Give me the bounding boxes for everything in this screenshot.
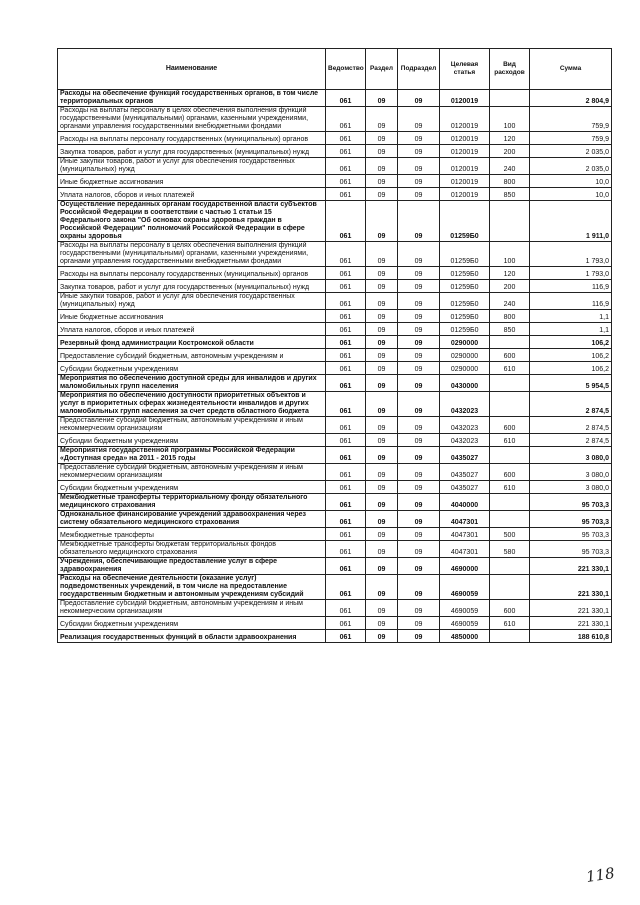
row-summa-cell: 106,2	[530, 349, 612, 362]
row-name-cell: Предоставление субсидий бюджетным, автономным учреждениям и иным некоммерческим организациям	[58, 464, 326, 481]
table-row	[58, 558, 612, 575]
row-podrazdel-cell: 09	[398, 617, 440, 630]
row-podrazdel-cell: 09	[398, 267, 440, 280]
row-vid-cell: 580	[490, 541, 530, 558]
table-row	[58, 362, 612, 375]
table-row	[58, 434, 612, 447]
row-name-cell: Расходы на выплаты персоналу в целях обеспечения выполнения функций государственными (муниципальными) органами, казенными учреждениями, органами управления государственными внебюджетными фондами	[58, 242, 326, 267]
table-row	[58, 375, 612, 392]
row-podrazdel-cell: 09	[398, 362, 440, 375]
row-vid-cell: 600	[490, 600, 530, 617]
table-row	[58, 600, 612, 617]
row-summa-cell: 106,2	[530, 362, 612, 375]
row-vid-cell	[490, 90, 530, 107]
row-podrazdel-cell: 09	[398, 175, 440, 188]
table-row	[58, 323, 612, 336]
row-celevaya-cell: 0120019	[440, 175, 490, 188]
row-vid-cell: 240	[490, 293, 530, 310]
row-vid-cell: 610	[490, 481, 530, 494]
row-summa-cell: 188 610,8	[530, 630, 612, 643]
row-name-cell: Иные бюджетные ассигнования	[58, 175, 326, 188]
row-razdel-cell: 09	[366, 362, 398, 375]
row-summa-cell: 221 330,1	[530, 600, 612, 617]
row-vedomstvo-cell: 061	[326, 558, 366, 575]
row-razdel-cell: 09	[366, 528, 398, 541]
row-name-cell: Мероприятия по обеспечению доступности приоритетных объектов и услуг в приоритетных сферах жизнедеятельности инвалидов и других маломобильных групп населения за счет средств областного бюджета	[58, 392, 326, 417]
row-razdel-cell: 09	[366, 188, 398, 201]
row-name-cell: Иные закупки товаров, работ и услуг для обеспечения государственных (муниципальных) нужд	[58, 293, 326, 310]
row-name-cell: Иные бюджетные ассигнования	[58, 310, 326, 323]
row-razdel-cell: 09	[366, 158, 398, 175]
row-vid-cell	[490, 336, 530, 349]
row-vedomstvo-cell: 061	[326, 158, 366, 175]
row-vedomstvo-cell: 061	[326, 188, 366, 201]
row-celevaya-cell: 4047301	[440, 511, 490, 528]
row-podrazdel-cell: 09	[398, 630, 440, 643]
row-celevaya-cell: 0432023	[440, 434, 490, 447]
row-name-cell: Субсидии бюджетным учреждениям	[58, 617, 326, 630]
row-celevaya-cell: 4690059	[440, 600, 490, 617]
row-vedomstvo-cell: 061	[326, 375, 366, 392]
row-podrazdel-cell: 09	[398, 528, 440, 541]
row-vedomstvo-cell: 061	[326, 575, 366, 600]
row-razdel-cell: 09	[366, 310, 398, 323]
row-razdel-cell: 09	[366, 267, 398, 280]
row-summa-cell: 1 911,0	[530, 201, 612, 242]
row-celevaya-cell: 4690059	[440, 575, 490, 600]
row-vedomstvo-cell: 061	[326, 630, 366, 643]
row-summa-cell: 3 080,0	[530, 481, 612, 494]
row-podrazdel-cell: 09	[398, 481, 440, 494]
row-razdel-cell: 09	[366, 90, 398, 107]
row-razdel-cell: 09	[366, 600, 398, 617]
row-celevaya-cell: 01259Б0	[440, 201, 490, 242]
row-celevaya-cell: 01259Б0	[440, 280, 490, 293]
row-summa-cell: 95 703,3	[530, 528, 612, 541]
row-celevaya-cell: 0435027	[440, 447, 490, 464]
row-vid-cell	[490, 575, 530, 600]
row-podrazdel-cell: 09	[398, 242, 440, 267]
row-vid-cell: 200	[490, 145, 530, 158]
row-name-cell: Резервный фонд администрации Костромской области	[58, 336, 326, 349]
row-podrazdel-cell: 09	[398, 336, 440, 349]
row-vedomstvo-cell: 061	[326, 132, 366, 145]
row-name-cell: Межбюджетные трансферты бюджетам территориальных фондов обязательного медицинского страхования	[58, 541, 326, 558]
table-row	[58, 349, 612, 362]
row-vedomstvo-cell: 061	[326, 494, 366, 511]
row-celevaya-cell: 0432023	[440, 417, 490, 434]
row-name-cell: Субсидии бюджетным учреждениям	[58, 434, 326, 447]
table-row	[58, 158, 612, 175]
row-vedomstvo-cell: 061	[326, 417, 366, 434]
row-name-cell: Расходы на обеспечение функций государственных органов, в том числе территориальных органов	[58, 90, 326, 107]
row-celevaya-cell: 4690059	[440, 617, 490, 630]
header-podrazdel: Подраздел	[398, 49, 440, 90]
row-summa-cell: 2 874,5	[530, 434, 612, 447]
table-body	[58, 90, 612, 643]
row-celevaya-cell: 0120019	[440, 90, 490, 107]
row-name-cell: Одноканальное финансирование учреждений здравоохранения через систему обязательного медицинского страхования	[58, 511, 326, 528]
row-vedomstvo-cell: 061	[326, 434, 366, 447]
row-razdel-cell: 09	[366, 494, 398, 511]
row-razdel-cell: 09	[366, 558, 398, 575]
row-celevaya-cell: 0430000	[440, 375, 490, 392]
row-vedomstvo-cell: 061	[326, 617, 366, 630]
row-razdel-cell: 09	[366, 107, 398, 132]
table-row	[58, 188, 612, 201]
budget-table	[57, 48, 612, 643]
row-summa-cell: 1,1	[530, 323, 612, 336]
row-podrazdel-cell: 09	[398, 280, 440, 293]
row-name-cell: Учреждения, обеспечивающие предоставление услуг в сфере здравоохранения	[58, 558, 326, 575]
table-row	[58, 541, 612, 558]
row-summa-cell: 2 035,0	[530, 158, 612, 175]
row-vid-cell	[490, 558, 530, 575]
row-celevaya-cell: 0120019	[440, 158, 490, 175]
table-row	[58, 464, 612, 481]
table-row	[58, 107, 612, 132]
row-name-cell: Мероприятия по обеспечению доступной среды для инвалидов и других маломобильных групп населения	[58, 375, 326, 392]
row-summa-cell: 759,9	[530, 107, 612, 132]
row-podrazdel-cell: 09	[398, 417, 440, 434]
row-razdel-cell: 09	[366, 630, 398, 643]
row-razdel-cell: 09	[366, 336, 398, 349]
row-name-cell: Мероприятия государственной программы Российской Федерации «Доступная среда» на 2011 - 2015 годы	[58, 447, 326, 464]
row-vedomstvo-cell: 061	[326, 336, 366, 349]
row-vid-cell: 800	[490, 310, 530, 323]
row-summa-cell: 221 330,1	[530, 617, 612, 630]
row-name-cell: Реализация государственных функций в области здравоохранения	[58, 630, 326, 643]
row-razdel-cell: 09	[366, 175, 398, 188]
table-row	[58, 310, 612, 323]
row-vedomstvo-cell: 061	[326, 310, 366, 323]
row-celevaya-cell: 01259Б0	[440, 267, 490, 280]
row-podrazdel-cell: 09	[398, 511, 440, 528]
row-celevaya-cell: 0435027	[440, 464, 490, 481]
row-podrazdel-cell: 09	[398, 201, 440, 242]
row-razdel-cell: 09	[366, 280, 398, 293]
row-name-cell: Расходы на обеспечение деятельности (оказание услуг) подведомственных учреждений, в том числе на предоставление государственным бюджетным и автономным учреждениям субсидий	[58, 575, 326, 600]
row-vid-cell	[490, 375, 530, 392]
row-summa-cell: 116,9	[530, 293, 612, 310]
table-row	[58, 175, 612, 188]
row-razdel-cell: 09	[366, 293, 398, 310]
row-razdel-cell: 09	[366, 145, 398, 158]
row-summa-cell: 5 954,5	[530, 375, 612, 392]
row-summa-cell: 10,0	[530, 188, 612, 201]
row-summa-cell: 1 793,0	[530, 242, 612, 267]
row-vid-cell: 500	[490, 528, 530, 541]
row-name-cell: Предоставление субсидий бюджетным, автономным учреждениям и иным некоммерческим организациям	[58, 417, 326, 434]
row-vid-cell: 850	[490, 188, 530, 201]
table-row	[58, 145, 612, 158]
row-podrazdel-cell: 09	[398, 293, 440, 310]
row-podrazdel-cell: 09	[398, 375, 440, 392]
row-razdel-cell: 09	[366, 434, 398, 447]
row-vedomstvo-cell: 061	[326, 447, 366, 464]
row-podrazdel-cell: 09	[398, 158, 440, 175]
row-vid-cell: 610	[490, 362, 530, 375]
row-podrazdel-cell: 09	[398, 600, 440, 617]
table-row	[58, 280, 612, 293]
row-summa-cell: 2 874,5	[530, 417, 612, 434]
row-vid-cell: 800	[490, 175, 530, 188]
row-summa-cell: 1,1	[530, 310, 612, 323]
table-header-row	[58, 49, 612, 90]
row-name-cell: Закупка товаров, работ и услуг для государственных (муниципальных) нужд	[58, 145, 326, 158]
row-celevaya-cell: 0432023	[440, 392, 490, 417]
row-name-cell: Расходы на выплаты персоналу в целях обеспечения выполнения функций государственными (муниципальными) органами, казенными учреждениями, органами управления государственными внебюджетными фондами	[58, 107, 326, 132]
row-summa-cell: 2 874,5	[530, 392, 612, 417]
row-vedomstvo-cell: 061	[326, 175, 366, 188]
row-name-cell: Межбюджетные трансферты территориальному фонду обязательного медицинского страхования	[58, 494, 326, 511]
row-podrazdel-cell: 09	[398, 90, 440, 107]
row-razdel-cell: 09	[366, 481, 398, 494]
row-summa-cell: 95 703,3	[530, 541, 612, 558]
row-celevaya-cell: 4850000	[440, 630, 490, 643]
row-celevaya-cell: 0120019	[440, 132, 490, 145]
row-razdel-cell: 09	[366, 447, 398, 464]
row-razdel-cell: 09	[366, 201, 398, 242]
row-celevaya-cell: 01259Б0	[440, 310, 490, 323]
row-vid-cell: 610	[490, 617, 530, 630]
row-razdel-cell: 09	[366, 541, 398, 558]
row-vedomstvo-cell: 061	[326, 242, 366, 267]
table-row	[58, 132, 612, 145]
row-razdel-cell: 09	[366, 392, 398, 417]
row-celevaya-cell: 4047301	[440, 528, 490, 541]
row-vedomstvo-cell: 061	[326, 600, 366, 617]
row-name-cell: Субсидии бюджетным учреждениям	[58, 362, 326, 375]
row-summa-cell: 221 330,1	[530, 558, 612, 575]
row-summa-cell: 2 035,0	[530, 145, 612, 158]
row-vid-cell	[490, 447, 530, 464]
row-name-cell: Предоставление субсидий бюджетным, автономным учреждениям и	[58, 349, 326, 362]
row-name-cell: Уплата налогов, сборов и иных платежей	[58, 188, 326, 201]
table-row	[58, 617, 612, 630]
row-vid-cell	[490, 201, 530, 242]
page-number: 118	[584, 864, 616, 886]
row-vid-cell: 600	[490, 349, 530, 362]
row-podrazdel-cell: 09	[398, 323, 440, 336]
header-summa: Сумма	[530, 49, 612, 90]
row-podrazdel-cell: 09	[398, 541, 440, 558]
row-razdel-cell: 09	[366, 511, 398, 528]
row-podrazdel-cell: 09	[398, 392, 440, 417]
row-podrazdel-cell: 09	[398, 107, 440, 132]
row-name-cell: Расходы на выплаты персоналу государственных (муниципальных) органов	[58, 267, 326, 280]
budget-table-sheet	[57, 48, 611, 643]
row-vid-cell: 100	[490, 242, 530, 267]
row-vid-cell	[490, 511, 530, 528]
row-summa-cell: 106,2	[530, 336, 612, 349]
row-vedomstvo-cell: 061	[326, 90, 366, 107]
row-name-cell: Межбюджетные трансферты	[58, 528, 326, 541]
row-vedomstvo-cell: 061	[326, 464, 366, 481]
row-razdel-cell: 09	[366, 375, 398, 392]
row-podrazdel-cell: 09	[398, 349, 440, 362]
table-row	[58, 630, 612, 643]
table-row	[58, 336, 612, 349]
row-vid-cell: 600	[490, 464, 530, 481]
row-vedomstvo-cell: 061	[326, 511, 366, 528]
table-row	[58, 90, 612, 107]
row-podrazdel-cell: 09	[398, 464, 440, 481]
row-podrazdel-cell: 09	[398, 494, 440, 511]
row-name-cell: Предоставление субсидий бюджетным, автономным учреждениям и иным некоммерческим организациям	[58, 600, 326, 617]
header-vedomstvo: Ведомство	[326, 49, 366, 90]
row-podrazdel-cell: 09	[398, 145, 440, 158]
row-vid-cell: 610	[490, 434, 530, 447]
row-celevaya-cell: 4690000	[440, 558, 490, 575]
row-celevaya-cell: 0290000	[440, 362, 490, 375]
table-row	[58, 511, 612, 528]
row-vedomstvo-cell: 061	[326, 392, 366, 417]
row-vedomstvo-cell: 061	[326, 349, 366, 362]
row-name-cell: Субсидии бюджетным учреждениям	[58, 481, 326, 494]
row-vid-cell	[490, 392, 530, 417]
row-podrazdel-cell: 09	[398, 132, 440, 145]
row-razdel-cell: 09	[366, 417, 398, 434]
row-podrazdel-cell: 09	[398, 310, 440, 323]
row-vedomstvo-cell: 061	[326, 293, 366, 310]
row-vedomstvo-cell: 061	[326, 541, 366, 558]
row-razdel-cell: 09	[366, 323, 398, 336]
row-podrazdel-cell: 09	[398, 188, 440, 201]
row-name-cell: Закупка товаров, работ и услуг для государственных (муниципальных) нужд	[58, 280, 326, 293]
row-vedomstvo-cell: 061	[326, 280, 366, 293]
table-row	[58, 201, 612, 242]
row-celevaya-cell: 0290000	[440, 336, 490, 349]
table-row	[58, 575, 612, 600]
table-row	[58, 494, 612, 511]
row-vedomstvo-cell: 061	[326, 267, 366, 280]
row-vedomstvo-cell: 061	[326, 528, 366, 541]
row-celevaya-cell: 4040000	[440, 494, 490, 511]
row-name-cell: Уплата налогов, сборов и иных платежей	[58, 323, 326, 336]
row-summa-cell: 1 793,0	[530, 267, 612, 280]
table-row	[58, 528, 612, 541]
row-summa-cell: 3 080,0	[530, 464, 612, 481]
row-summa-cell: 116,9	[530, 280, 612, 293]
row-vid-cell	[490, 630, 530, 643]
row-podrazdel-cell: 09	[398, 558, 440, 575]
row-vid-cell: 240	[490, 158, 530, 175]
row-celevaya-cell: 0120019	[440, 188, 490, 201]
table-row	[58, 481, 612, 494]
table-row	[58, 392, 612, 417]
row-name-cell: Иные закупки товаров, работ и услуг для обеспечения государственных (муниципальных) нужд	[58, 158, 326, 175]
row-razdel-cell: 09	[366, 132, 398, 145]
header-name: Наименование	[58, 49, 326, 90]
row-celevaya-cell: 0290000	[440, 349, 490, 362]
row-summa-cell: 95 703,3	[530, 511, 612, 528]
row-podrazdel-cell: 09	[398, 434, 440, 447]
row-summa-cell: 2 804,9	[530, 90, 612, 107]
row-vid-cell: 200	[490, 280, 530, 293]
row-vedomstvo-cell: 061	[326, 362, 366, 375]
row-vedomstvo-cell: 061	[326, 481, 366, 494]
header-razdel: Раздел	[366, 49, 398, 90]
table-row	[58, 417, 612, 434]
row-vedomstvo-cell: 061	[326, 323, 366, 336]
row-celevaya-cell: 01259Б0	[440, 293, 490, 310]
row-vedomstvo-cell: 061	[326, 201, 366, 242]
table-row	[58, 267, 612, 280]
row-vid-cell: 120	[490, 132, 530, 145]
row-summa-cell: 3 080,0	[530, 447, 612, 464]
row-vid-cell	[490, 494, 530, 511]
table-row	[58, 242, 612, 267]
header-celevaya: Целевая статья	[440, 49, 490, 90]
row-podrazdel-cell: 09	[398, 447, 440, 464]
row-summa-cell: 10,0	[530, 175, 612, 188]
row-celevaya-cell: 4047301	[440, 541, 490, 558]
row-celevaya-cell: 0435027	[440, 481, 490, 494]
row-summa-cell: 95 703,3	[530, 494, 612, 511]
table-row	[58, 293, 612, 310]
row-summa-cell: 759,9	[530, 132, 612, 145]
row-celevaya-cell: 0120019	[440, 107, 490, 132]
row-name-cell: Осуществление переданных органам государственной власти субъектов Российской Федерации в соответствии с частью 1 статьи 15 Федерального закона "Об основах охраны здоровья граждан в Российской Федерации" полномочий Российской Федерации в сфере охраны здоровья	[58, 201, 326, 242]
row-razdel-cell: 09	[366, 617, 398, 630]
row-celevaya-cell: 01259Б0	[440, 323, 490, 336]
row-vedomstvo-cell: 061	[326, 107, 366, 132]
row-celevaya-cell: 01259Б0	[440, 242, 490, 267]
row-razdel-cell: 09	[366, 464, 398, 481]
row-name-cell: Расходы на выплаты персоналу государственных (муниципальных) органов	[58, 132, 326, 145]
row-vid-cell: 100	[490, 107, 530, 132]
row-celevaya-cell: 0120019	[440, 145, 490, 158]
row-razdel-cell: 09	[366, 349, 398, 362]
row-vid-cell: 120	[490, 267, 530, 280]
row-podrazdel-cell: 09	[398, 575, 440, 600]
header-vid: Вид расходов	[490, 49, 530, 90]
row-razdel-cell: 09	[366, 242, 398, 267]
row-vedomstvo-cell: 061	[326, 145, 366, 158]
table-row	[58, 447, 612, 464]
row-razdel-cell: 09	[366, 575, 398, 600]
row-vid-cell: 850	[490, 323, 530, 336]
row-summa-cell: 221 330,1	[530, 575, 612, 600]
row-vid-cell: 600	[490, 417, 530, 434]
